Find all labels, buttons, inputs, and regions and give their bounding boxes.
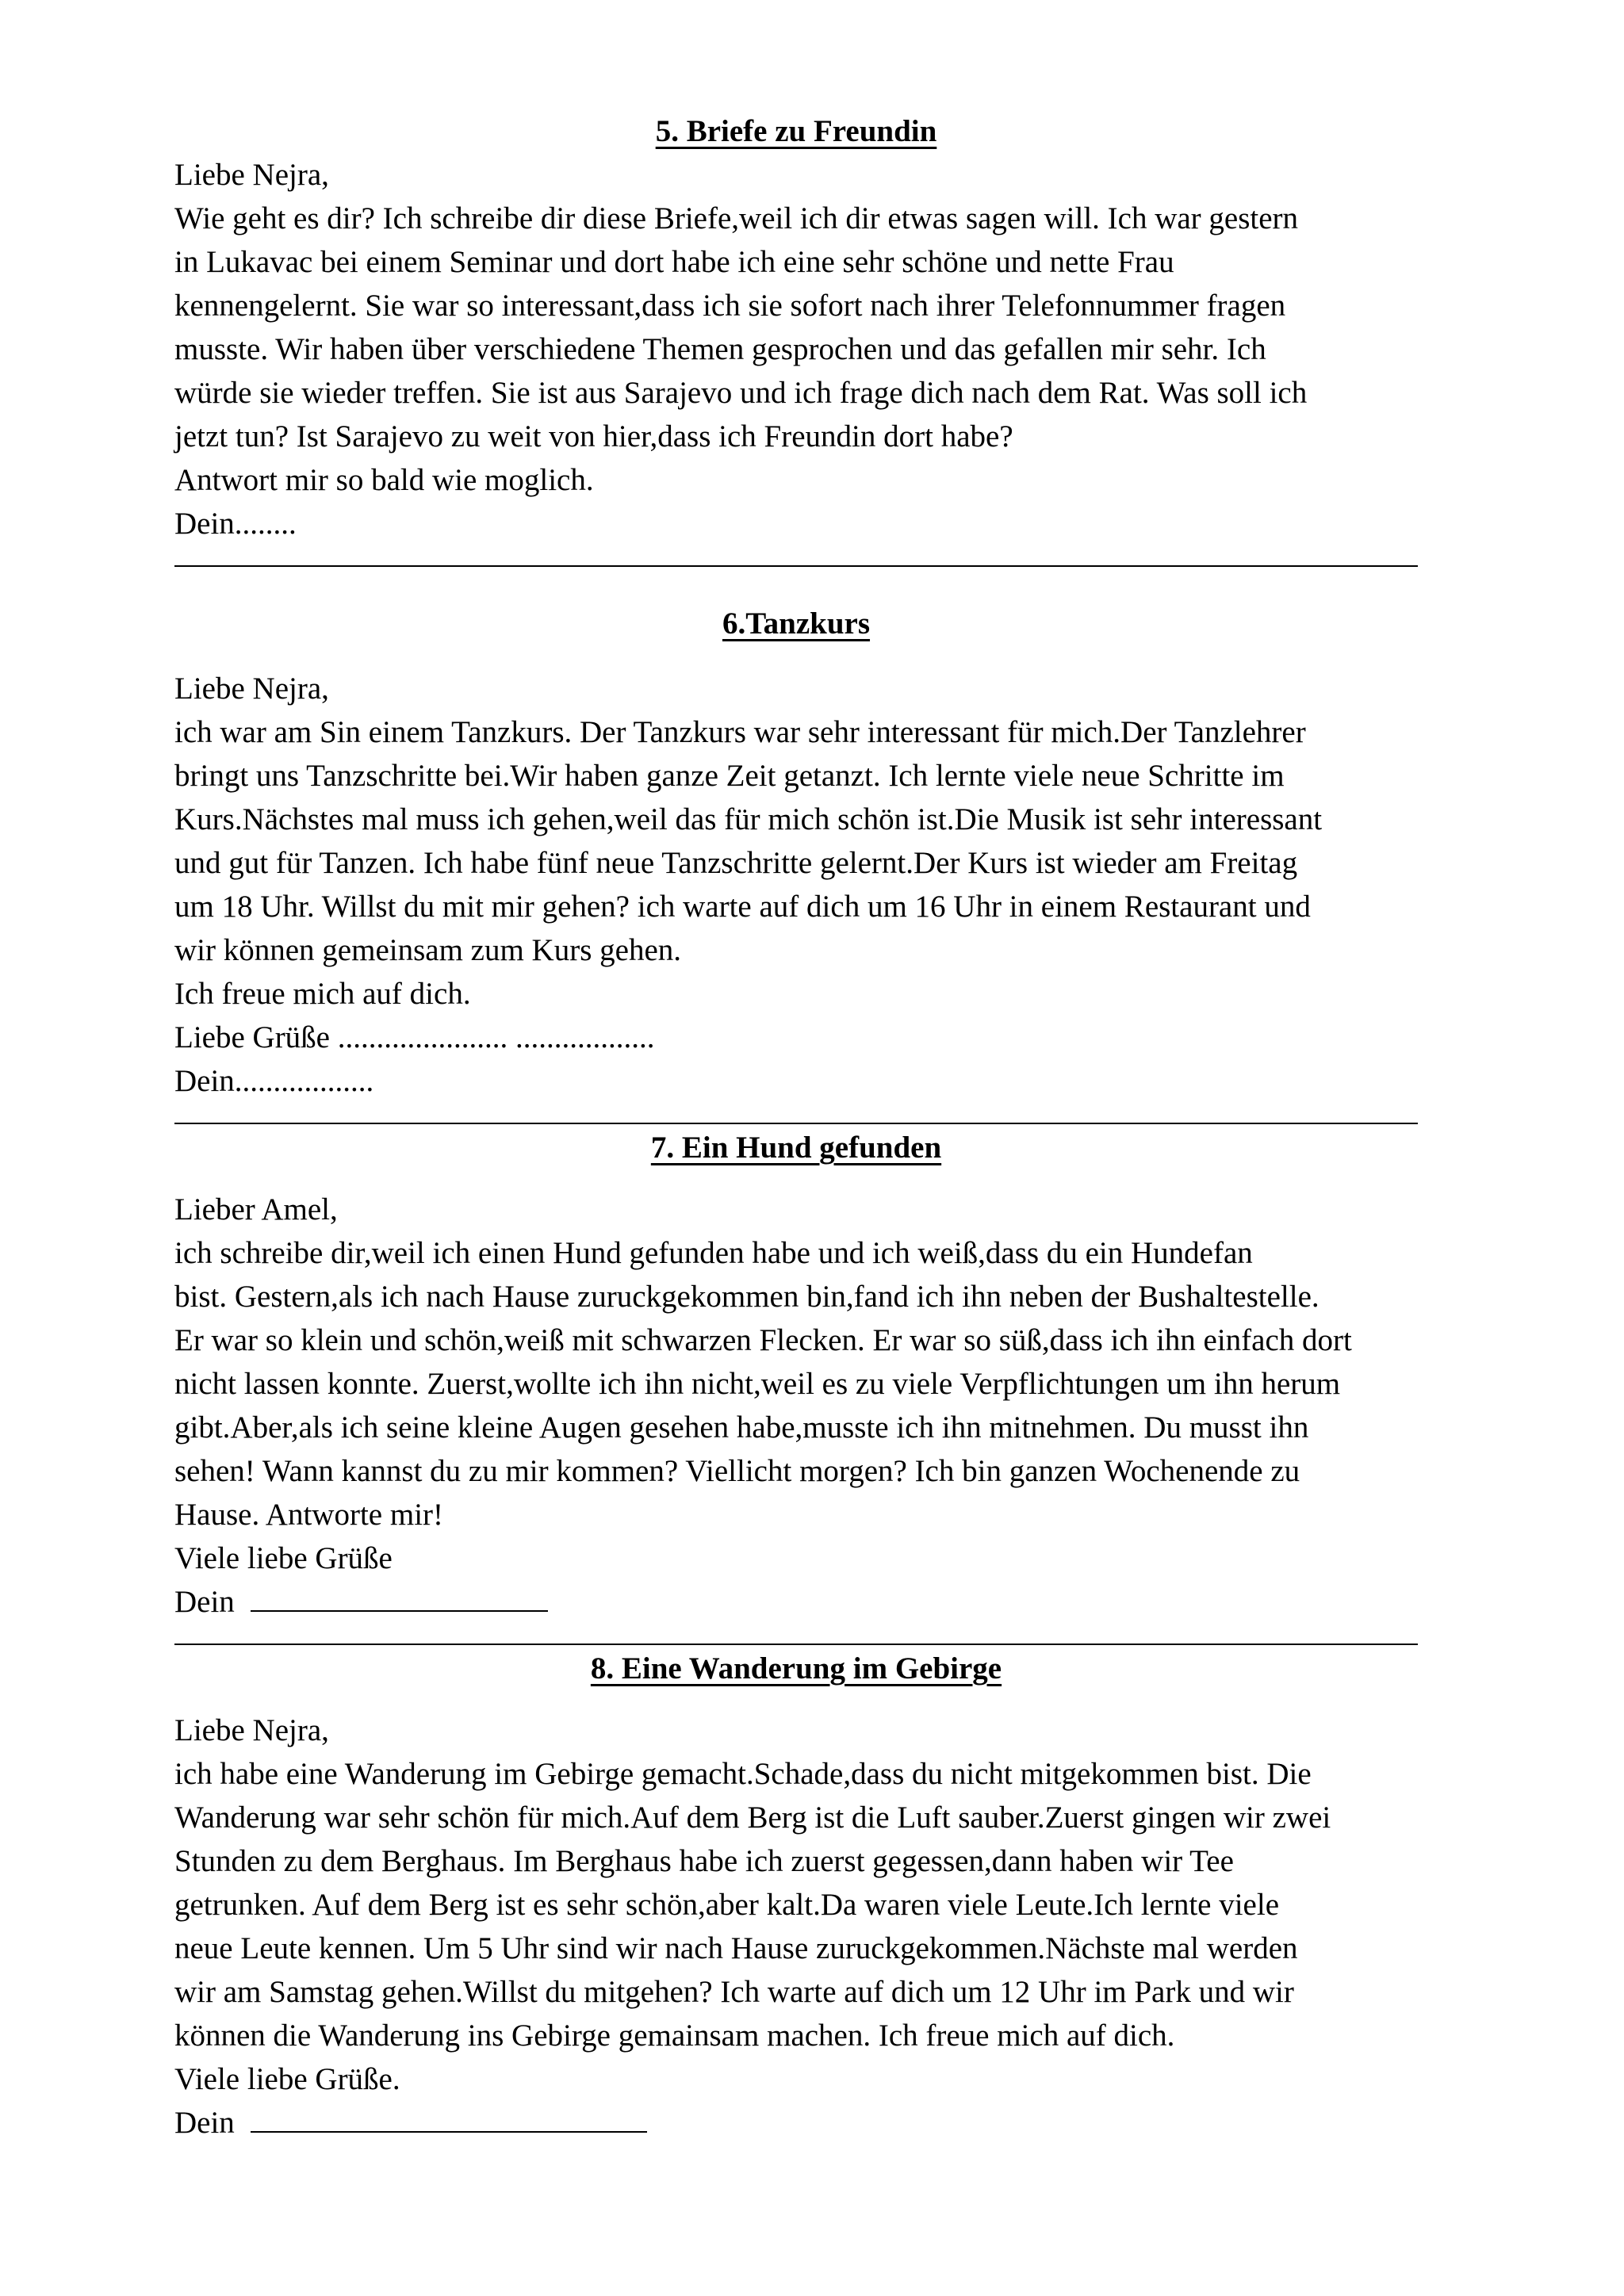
section-5-line: in Lukavac bei einem Seminar und dort habe ich eine sehr schöne und nette Frau bbox=[174, 245, 1174, 279]
document-page bbox=[174, 109, 1418, 2145]
section-divider bbox=[174, 1123, 1418, 1124]
section-5-line: würde sie wieder treffen. Sie ist aus Sarajevo und ich frage dich nach dem Rat. Was soll ich bbox=[174, 376, 1308, 410]
section-divider bbox=[174, 565, 1418, 567]
section-8-line: Liebe Nejra, bbox=[174, 1713, 329, 1747]
section-5-line: Wie geht es dir? Ich schreibe dir diese Briefe,weil ich dir etwas sagen will. Ich war gestern bbox=[174, 201, 1299, 235]
section-7-line: Hause. Antworte mir! bbox=[174, 1498, 444, 1532]
section-6-line: bringt uns Tanzschritte bei.Wir haben ganze Zeit getanzt. Ich lernte viele neue Schritte im bbox=[174, 759, 1285, 793]
section-6-line: ich war am Sin einem Tanzkurs. Der Tanzkurs war sehr interessant für mich.Der Tanzlehrer bbox=[174, 715, 1306, 749]
section-7-line: ich schreibe dir,weil ich einen Hund gefunden habe und ich weiß,dass du ein Hundefan bbox=[174, 1236, 1253, 1270]
section-7-line: sehen! Wann kannst du zu mir kommen? Viellicht morgen? Ich bin ganzen Wochenende zu bbox=[174, 1454, 1300, 1488]
section-6-line: um 18 Uhr. Willst du mit mir gehen? ich warte auf dich um 16 Uhr in einem Restaurant und bbox=[174, 890, 1311, 924]
section-7-line: nicht lassen konnte. Zuerst,wollte ich ihn nicht,weil es zu viele Verpflichtungen um ihn herum bbox=[174, 1367, 1341, 1401]
section-8-line: ich habe eine Wanderung im Gebirge gemacht.Schade,dass du nicht mitgekommen bist. Die bbox=[174, 1757, 1312, 1791]
section-6-line: wir können gemeinsam zum Kurs gehen. bbox=[174, 933, 682, 967]
closing-word: Dein bbox=[174, 1585, 235, 1619]
section-8-signature-line bbox=[174, 2101, 1418, 2145]
section-8-line: Wanderung war sehr schön für mich.Auf dem Berg ist die Luft sauber.Zuerst gingen wir zwei bbox=[174, 1800, 1331, 1835]
section-5-line: Liebe Nejra, bbox=[174, 158, 329, 192]
section-5-line: Dein........ bbox=[174, 507, 297, 541]
section-8-line: wir am Samstag gehen.Willst du mitgehen? Ich warte auf dich um 12 Uhr im Park und wir bbox=[174, 1975, 1294, 2009]
section-6-line: Dein.................. bbox=[174, 1064, 374, 1098]
section-7-signature-line bbox=[174, 1580, 1418, 1624]
signature-blank bbox=[251, 2107, 647, 2133]
section-7-line: Lieber Amel, bbox=[174, 1192, 338, 1226]
section-5-line: musste. Wir haben über verschiedene Themen gesprochen und das gefallen mir sehr. Ich bbox=[174, 332, 1266, 366]
section-6-line: Liebe Grüße ...................... .................. bbox=[174, 1020, 655, 1054]
section-5-line: kennengelernt. Sie war so interessant,dass ich sie sofort nach ihrer Telefonnummer fragen bbox=[174, 289, 1286, 323]
section-divider bbox=[174, 1644, 1418, 1645]
section-5-line: Antwort mir so bald wie moglich. bbox=[174, 463, 594, 497]
section-8-line: Stunden zu dem Berghaus. Im Berghaus habe ich zuerst gegessen,dann haben wir Tee bbox=[174, 1844, 1234, 1878]
section-6-line: Liebe Nejra, bbox=[174, 672, 329, 706]
section-7-line: gibt.Aber,als ich seine kleine Augen gesehen habe,musste ich ihn mitnehmen. Du musst ihn bbox=[174, 1410, 1309, 1445]
section-6-line: Ich freue mich auf dich. bbox=[174, 977, 471, 1011]
section-5-title: 5. Briefe zu Freundin bbox=[655, 114, 937, 148]
section-7-line: Viele liebe Grüße bbox=[174, 1541, 393, 1575]
section-6-line: und gut für Tanzen. Ich habe fünf neue Tanzschritte gelernt.Der Kurs ist wieder am Freitag bbox=[174, 846, 1298, 880]
section-8-line: getrunken. Auf dem Berg ist es sehr schön,aber kalt.Da waren viele Leute.Ich lernte viele bbox=[174, 1888, 1280, 1922]
section-8-title: 8. Eine Wanderung im Gebirge bbox=[590, 1651, 1002, 1686]
section-7-title: 7. Ein Hund gefunden bbox=[650, 1131, 942, 1165]
section-6-line: Kurs.Nächstes mal muss ich gehen,weil das für mich schön ist.Die Musik ist sehr interessant bbox=[174, 802, 1323, 836]
signature-blank bbox=[251, 1586, 548, 1612]
section-8-line: neue Leute kennen. Um 5 Uhr sind wir nach Hause zuruckgekommen.Nächste mal werden bbox=[174, 1931, 1298, 1965]
section-5-line: jetzt tun? Ist Sarajevo zu weit von hier,dass ich Freundin dort habe? bbox=[174, 419, 1013, 453]
closing-word: Dein bbox=[174, 2106, 235, 2140]
section-7-line: Er war so klein und schön,weiß mit schwarzen Flecken. Er war so süß,dass ich ihn einfach dort bbox=[174, 1323, 1352, 1357]
section-8-line: können die Wanderung ins Gebirge gemainsam machen. Ich freue mich auf dich. bbox=[174, 2019, 1175, 2053]
section-8-line: Viele liebe Grüße. bbox=[174, 2062, 400, 2096]
section-6-title: 6.Tanzkurs bbox=[722, 607, 871, 641]
section-7-line: bist. Gestern,als ich nach Hause zuruckgekommen bin,fand ich ihn neben der Bushaltestelle. bbox=[174, 1280, 1320, 1314]
